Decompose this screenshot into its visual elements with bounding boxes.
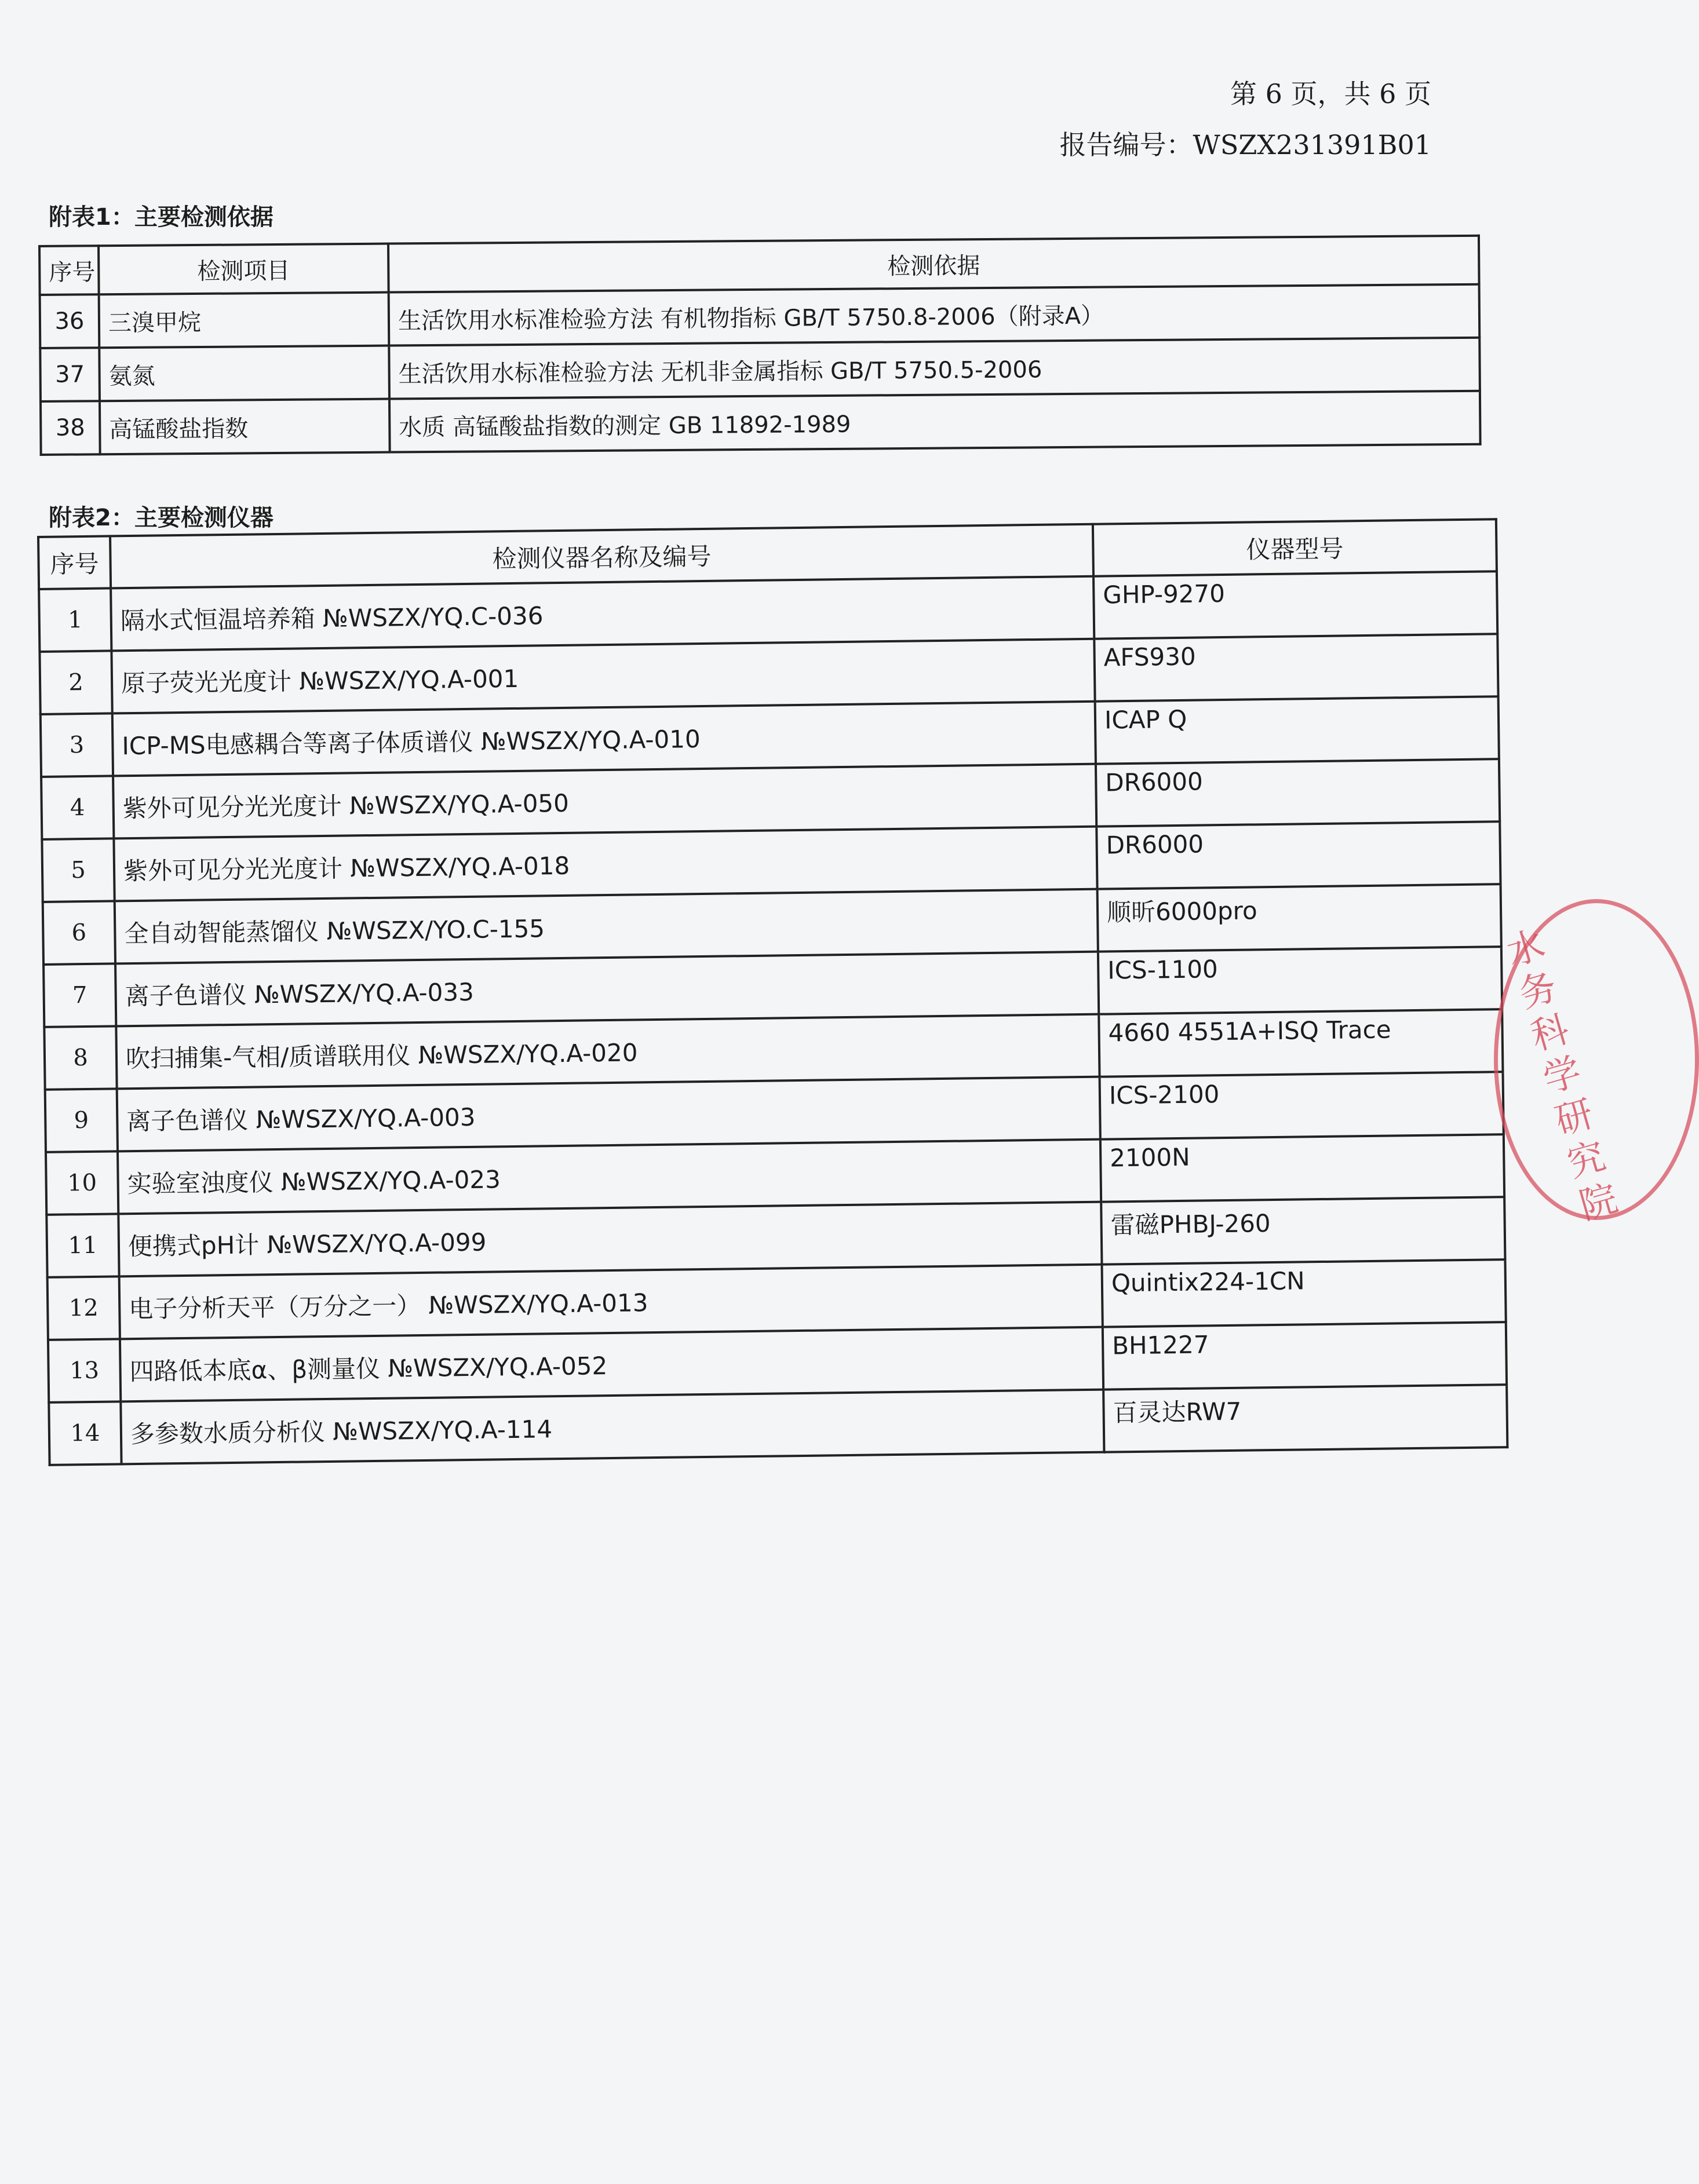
instrument-model: ICAP Q: [1095, 696, 1499, 764]
row-number: 1: [39, 588, 111, 652]
test-item: 三溴甲烷: [99, 293, 389, 348]
instrument-name: 原子荧光光度计 №WSZX/YQ.A-001: [111, 639, 1095, 714]
row-number: 37: [40, 348, 100, 401]
row-number: 11: [46, 1214, 119, 1277]
column-header: 检测仪器名称及编号: [110, 524, 1093, 589]
row-number: 38: [41, 401, 100, 455]
row-number: 7: [43, 963, 116, 1027]
instrument-name: 离子色谱仪 №WSZX/YQ.A-033: [115, 952, 1099, 1027]
instrument-name: 吹扫捕集-气相/质谱联用仪 №WSZX/YQ.A-020: [116, 1014, 1099, 1089]
page-header: [1060, 68, 1431, 170]
instrument-name: 便携式pH计 №WSZX/YQ.A-099: [118, 1202, 1102, 1277]
instrument-name: 电子分析天平（万分之一） №WSZX/YQ.A-013: [119, 1265, 1103, 1339]
test-basis: 水质 高锰酸盐指数的测定 GB 11892-1989: [389, 391, 1481, 452]
test-basis: 生活饮用水标准检验方法 无机非金属指标 GB/T 5750.5-2006: [389, 338, 1480, 399]
column-header: 仪器型号: [1093, 519, 1497, 576]
column-header: 序号: [38, 536, 111, 589]
row-number: 14: [49, 1401, 121, 1465]
instrument-model: 百灵达RW7: [1103, 1385, 1507, 1452]
instrument-name: 全自动智能蒸馏仪 №WSZX/YO.C-155: [115, 889, 1098, 964]
row-number: 36: [40, 294, 100, 348]
row-number: 13: [48, 1339, 121, 1403]
instrument-model: AFS930: [1094, 634, 1498, 701]
instrument-model: BH1227: [1103, 1322, 1507, 1389]
row-number: 4: [41, 776, 114, 839]
instrument-model: ICS-1100: [1098, 947, 1502, 1014]
row-number: 9: [45, 1089, 118, 1152]
instrument-name: 离子色谱仪 №WSZX/YQ.A-003: [117, 1077, 1100, 1152]
report-number: 报告编号：WSZX231391B01: [1059, 129, 1431, 160]
table-row: [41, 391, 1481, 455]
instrument-model: DR6000: [1096, 821, 1500, 889]
row-number: 8: [44, 1026, 116, 1090]
test-basis: 生活饮用水标准检验方法 有机物指标 GB/T 5750.8-2006（附录A）: [389, 284, 1480, 346]
table-row: [40, 338, 1480, 401]
row-number: 2: [39, 651, 112, 714]
instrument-model: DR6000: [1096, 759, 1500, 826]
row-number: 10: [46, 1151, 118, 1215]
instrument-model: 4660 4551A+ISQ Trace: [1099, 1009, 1503, 1076]
test-item: 高锰酸盐指数: [100, 399, 390, 455]
seal-text: 水务科学研究院: [1502, 923, 1623, 1229]
instrument-model: 雷磁PHBJ-260: [1101, 1197, 1505, 1264]
page-number: 第 6 页，共 6 页: [1230, 78, 1431, 109]
instrument-model: ICS-2100: [1100, 1072, 1504, 1139]
appendix1-table: [38, 235, 1482, 456]
instrument-name: 四路低本底α、β测量仪 №WSZX/YQ.A-052: [120, 1327, 1103, 1402]
table-row: [40, 284, 1480, 348]
column-header: 序号: [39, 246, 99, 295]
instrument-model: 2100N: [1100, 1134, 1504, 1201]
instrument-name: 实验室浊度仪 №WSZX/YQ.A-023: [118, 1140, 1101, 1214]
appendix2-title: 附表2：主要检测仪器: [49, 505, 274, 531]
appendix2-table: [37, 518, 1508, 1466]
appendix1-title: 附表1：主要检测依据: [49, 204, 274, 231]
instrument-name: 紫外可见分光光度计 №WSZX/YQ.A-018: [114, 827, 1097, 901]
instrument-model: 顺昕6000pro: [1098, 884, 1501, 951]
instrument-model: GHP-9270: [1093, 571, 1497, 638]
row-number: 6: [43, 901, 115, 965]
instrument-name: 隔水式恒温培养箱 №WSZX/YQ.C-036: [111, 576, 1094, 651]
column-header: 检测项目: [99, 244, 389, 295]
test-item: 氨氮: [99, 346, 389, 401]
instrument-name: 多参数水质分析仪 №WSZX/YQ.A-114: [121, 1390, 1104, 1464]
column-header: 检测依据: [388, 236, 1479, 293]
row-number: 3: [41, 713, 113, 777]
instrument-name: ICP-MS电感耦合等离子体质谱仪 №WSZX/YQ.A-010: [112, 702, 1096, 776]
row-number: 5: [42, 838, 114, 902]
row-number: 12: [48, 1276, 120, 1340]
instrument-model: Quintix224-1CN: [1102, 1259, 1506, 1327]
instrument-name: 紫外可见分光光度计 №WSZX/YQ.A-050: [113, 764, 1096, 839]
